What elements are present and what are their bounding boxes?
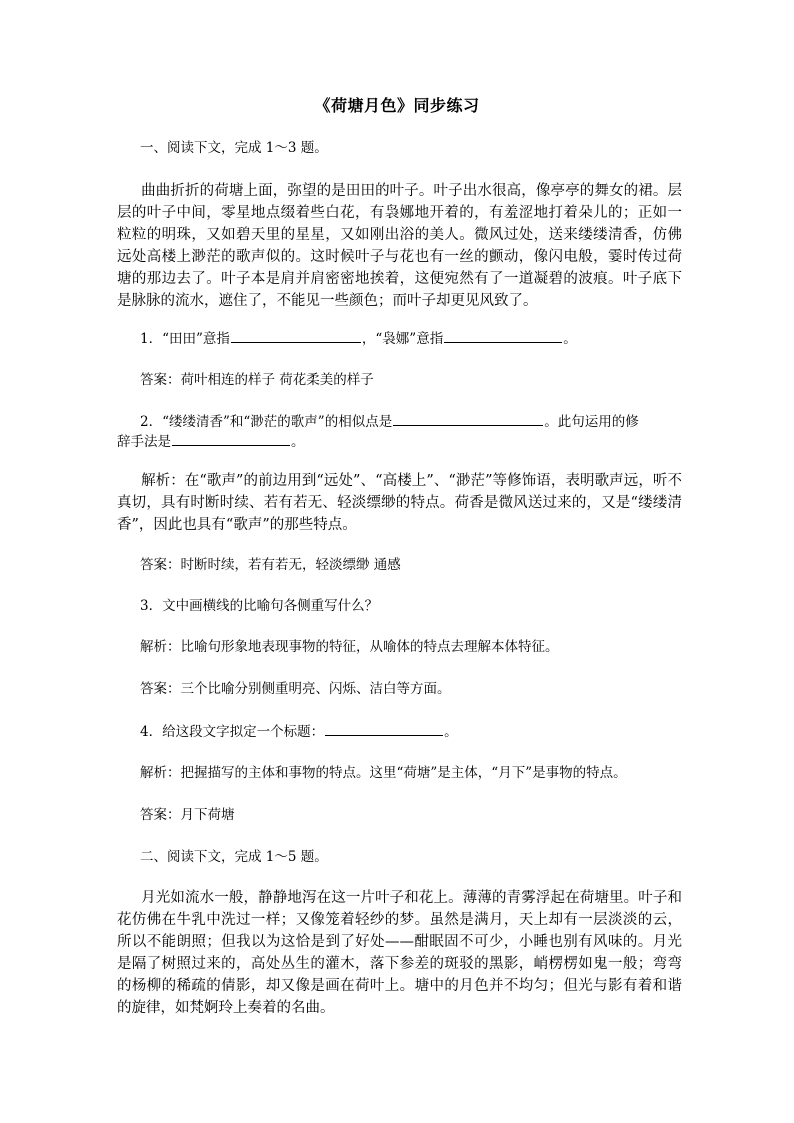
- answer-blank: [231, 328, 361, 343]
- answer-blank: [172, 431, 290, 446]
- answer-blank: [444, 328, 562, 343]
- answer-3: 答案：三个比喻分别侧重明亮、闪烁、洁白等方面。: [140, 681, 451, 697]
- answer-blank: [325, 721, 443, 736]
- question-2-line1: [140, 411, 639, 432]
- page-title: 《荷塘月色》同步练习: [314, 96, 480, 115]
- explanation-4: 解析：把握描写的主体和事物的特点。这里“荷塘”是主体，“月下”是事物的特点。: [140, 765, 627, 781]
- question-3: 3．文中画横线的比喻句各侧重写什么？: [140, 598, 379, 614]
- q2-text-a: 2．“缕缕清香”和“渺茫的歌声”的相似点是: [140, 414, 393, 430]
- q4-text-b: 。: [444, 724, 458, 740]
- answer-1: 答案：荷叶相连的样子 荷花柔美的样子: [140, 372, 374, 388]
- section2-passage: [117, 887, 682, 1019]
- question-1: [140, 328, 577, 349]
- explanation-text: 解析：在“歌声”的前边用到“远处”、“高楼上”、“渺茫”等修饰语，表明歌声远，听不真切，具有时断时续、若有若无、轻淡缥缈的特点。荷香是微风送过来的，又是“缕缕清香”，因此也具有“歌声”的那些特点。: [117, 473, 682, 533]
- q1-text-c: 。: [563, 331, 577, 347]
- passage-text: 曲曲折折的荷塘上面，弥望的是田田的叶子。叶子出水很高，像亭亭的舞女的裙。层层的叶子中间，零星地点缀着些白花，有袅娜地开着的，有羞涩地打着朵儿的；正如一粒粒的明珠，又如碧天里的星星，又如刚出浴的美人。微风过处，送来缕缕清香，仿佛远处高楼上渺茫的歌声似的。这时候叶子与花也有一丝的颤动，像闪电般，霎时传过荷塘的那边去了。叶子本是肩并肩密密地挨着，这便宛然有了一道凝碧的波痕。叶子底下是脉脉的流水，遮住了，不能见一些颜色；而叶子却更见风致了。: [117, 183, 682, 309]
- question-2-line2: [117, 431, 305, 452]
- section2-heading: 二、阅读下文，完成 1～5 题。: [140, 849, 328, 865]
- q4-text-a: 4．给这段文字拟定一个标题：: [140, 724, 325, 740]
- answer-blank: [393, 411, 543, 426]
- question-4: [140, 721, 458, 742]
- section1-passage: [117, 180, 682, 312]
- q2-text-c: 辞手法是: [117, 434, 171, 450]
- q2-text-b: 。此句运用的修: [544, 414, 639, 430]
- q2-text-d: 。: [291, 434, 305, 450]
- answer-2: 答案：时断时续，若有若无，轻淡缥缈 通感: [140, 557, 401, 573]
- answer-4: 答案：月下荷塘: [140, 807, 235, 823]
- explanation-2: [117, 470, 682, 536]
- section1-heading: 一、阅读下文，完成 1～3 题。: [140, 140, 328, 156]
- passage-text: 月光如流水一般，静静地泻在这一片叶子和花上。薄薄的青雾浮起在荷塘里。叶子和花仿佛在牛乳中洗过一样；又像笼着轻纱的梦。虽然是满月，天上却有一层淡淡的云，所以不能朗照；但我以为这恰是到了好处——酣眠固不可少，小睡也别有风味的。月光是隔了树照过来的，高处丛生的灌木，落下参差的斑驳的黑影，峭楞楞如鬼一般；弯弯的杨柳的稀疏的倩影，却又像是画在荷叶上。塘中的月色并不均匀；但光与影有着和谐的旋律，如梵婀玲上奏着的名曲。: [117, 890, 682, 1016]
- explanation-3: 解析：比喻句形象地表现事物的特征，从喻体的特点去理解本体特征。: [140, 639, 559, 655]
- q1-text-a: 1．“田田”意指: [140, 331, 230, 347]
- q1-text-b: ，“袅娜”意指: [361, 331, 444, 347]
